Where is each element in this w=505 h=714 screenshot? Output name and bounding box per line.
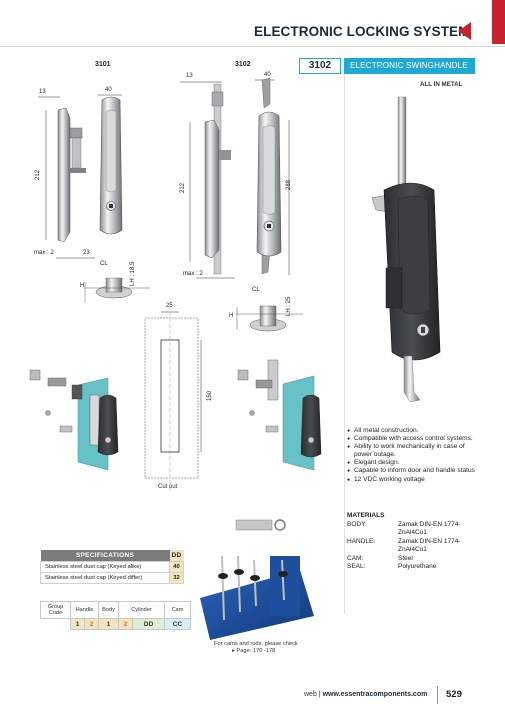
feature-item: ● Ability to work mechanically in case of power outage. <box>347 443 477 459</box>
spec-header: SPECIFICATIONS <box>41 550 170 561</box>
exploded-view-3101 <box>30 370 118 470</box>
dim-max2-3102: max : 2 <box>183 271 203 277</box>
page-number: 529 <box>446 689 462 700</box>
code-cell: 1 <box>71 619 85 630</box>
group-code-table <box>40 601 191 630</box>
code-header-cam: Cam <box>165 602 191 619</box>
feature-list <box>347 427 477 484</box>
note-line-1: For cams and rods, please check <box>214 641 298 647</box>
feature-item: ● 12 VDC working voltage <box>347 476 477 484</box>
dim-lh-3102: LH : 25 <box>286 296 292 316</box>
code-header-cylinder: Cylinder <box>119 602 165 619</box>
footer-web-prefix: web | <box>304 691 321 698</box>
footer-web-link[interactable]: www.essentracomponents.com <box>322 691 428 698</box>
dim-150-cutout: 150 <box>207 390 214 402</box>
dim-lh-3101: LH : 18.5 <box>130 261 136 286</box>
exploded-view-3102 <box>238 360 321 470</box>
code-header-handle: Handle <box>71 602 99 619</box>
material-value: Zamak DIN-EN 1774-ZnAl4Cu1 <box>398 521 461 536</box>
product-title: ELECTRONIC SWINGHANDLE <box>344 58 475 74</box>
note-page-link[interactable]: ▸ Page: 170 -178 <box>232 648 276 655</box>
dim-40-3101: 40 <box>105 87 112 93</box>
dim-212-3101: 212 <box>35 169 42 181</box>
feature-item: ● All metal construction. <box>347 427 477 435</box>
table-row <box>41 572 184 583</box>
dim-288-3102: 288 <box>286 179 293 191</box>
materials-heading: MATERIALS <box>347 512 385 519</box>
material-value: Steel <box>398 555 413 562</box>
page-title: ELECTRONIC LOCKING SYSTEM <box>254 24 470 39</box>
feature-item: ● Elegant design. <box>347 459 477 467</box>
material-value: Zamak DIN-EN 1774-ZnAl4Cu1 <box>398 538 461 553</box>
code-spacer <box>41 619 71 630</box>
model-label-3102: 3102 <box>235 61 251 68</box>
code-cell: DD <box>133 619 165 630</box>
dim-212-3102: 212 <box>180 182 187 194</box>
feature-item: ● Compatible with access control systems. <box>347 435 477 443</box>
code-cell: 1 <box>99 619 119 630</box>
drawing-3102 <box>180 78 303 331</box>
table-row <box>41 561 184 572</box>
code-header-body: Body <box>99 602 119 619</box>
product-subtitle: ALL IN METAL <box>420 81 463 88</box>
material-key: BODY: <box>347 521 367 528</box>
dim-13-3102: 13 <box>186 73 193 79</box>
dim-23-3101: 23 <box>83 250 90 256</box>
specifications-table <box>40 550 184 584</box>
material-key: HANDLE: <box>347 538 376 545</box>
dim-h-3102: H <box>229 313 234 319</box>
model-label-3101: 3101 <box>95 61 111 68</box>
dim-cl-3102: CL <box>252 287 260 293</box>
code-cell: CC <box>165 619 191 630</box>
spec-label: Stainless steel dust cap (Keyed differ) <box>41 572 170 583</box>
spec-value: 32 <box>170 572 184 583</box>
dim-25-cutout: 25 <box>166 303 173 309</box>
footer-divider <box>437 686 438 704</box>
dim-40-3102: 40 <box>264 72 271 78</box>
spec-label: Stainless steel dust cap (Keyed alike) <box>41 561 170 572</box>
cut-out-label: Cut out <box>158 484 178 490</box>
spec-header-code: DD <box>170 550 184 561</box>
dim-max2-3101: max : 2 <box>34 250 54 256</box>
product-photo <box>372 97 440 402</box>
code-cell: 2 <box>85 619 99 630</box>
spec-value: 40 <box>170 561 184 572</box>
cutout-drawing <box>145 300 201 490</box>
dim-13-3101: 13 <box>39 89 46 95</box>
dim-h-3101: H <box>80 283 85 289</box>
code-cell: 2 <box>119 619 133 630</box>
product-code-badge: 3102 <box>299 58 341 74</box>
feature-item: ● Capable to inform door and handle status <box>347 467 477 475</box>
code-header-group: Group Code <box>41 602 71 619</box>
material-key: SEAL: <box>347 563 366 570</box>
cams-rods-note <box>214 641 298 656</box>
accessories-photo <box>200 520 314 640</box>
dim-cl-3101: CL <box>100 261 108 267</box>
material-key: CAM: <box>347 555 364 562</box>
material-value: Polyurethane <box>398 563 437 570</box>
footer-web <box>304 691 427 698</box>
